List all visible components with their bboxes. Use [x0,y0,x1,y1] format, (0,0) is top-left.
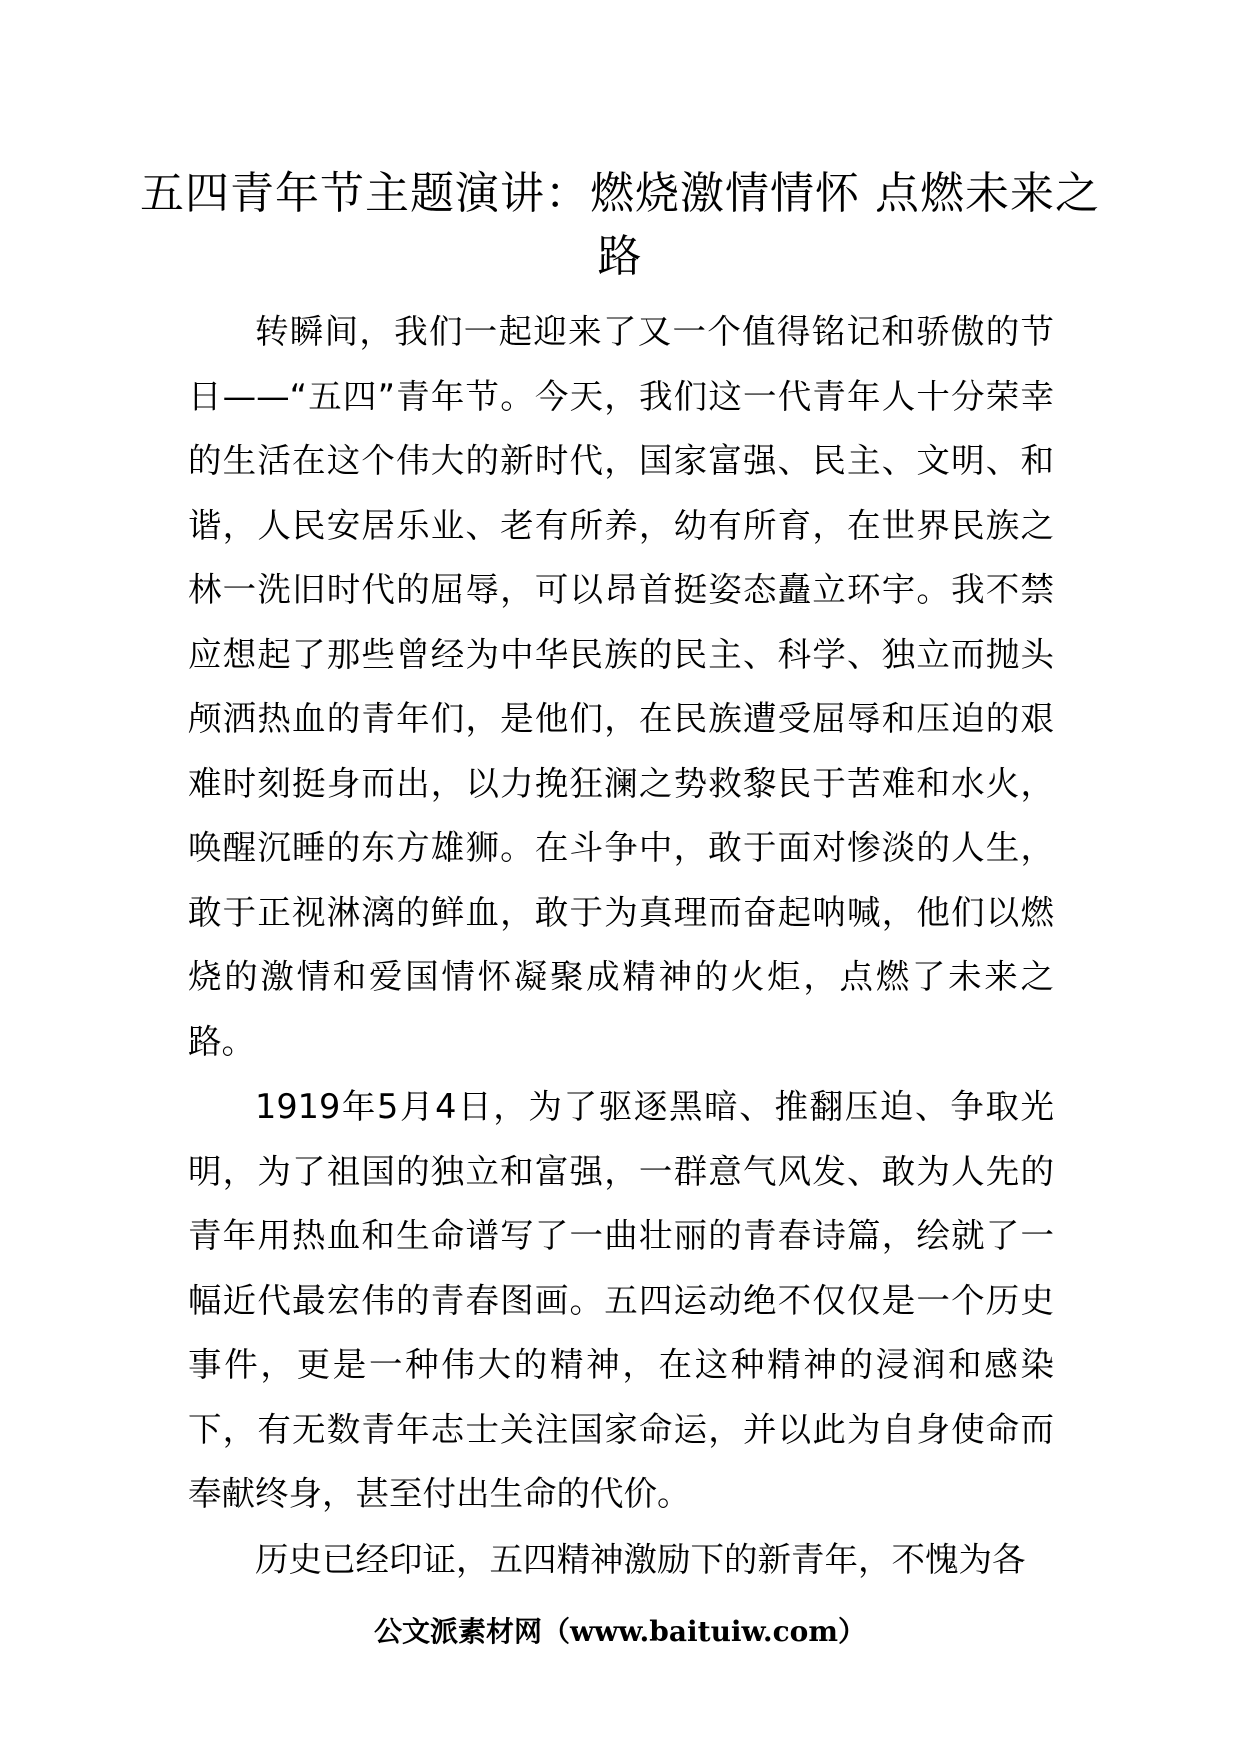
paragraph-2: 1919年5月4日，为了驱逐黑暗、推翻压迫、争取光明，为了祖国的独立和富强，一群意气风发、敢为人先的青年用热血和生命谱写了一曲壮丽的青春诗篇，绘就了一幅近代最宏伟的青春图画。五四运动绝不仅仅是一个历史事件，更是一种伟大的精神，在这种精神的浸润和感染下，有无数青年志士关注国家命运，并以此为自身使命而奉献终身，甚至付出生命的代价。 [188,1087,1054,1513]
document-title: 五四青年节主题演讲：燃烧激情情怀 点燃未来之路 [140,168,1100,282]
paragraph-3: 历史已经印证，五四精神激励下的新青年，不愧为各 [255,1539,1026,1579]
document-body [188,300,1054,1593]
paragraph-1: 转瞬间，我们一起迎来了又一个值得铭记和骄傲的节日——“五四”青年节。今天，我们这一代青年人十分荣幸的生活在这个伟大的新时代，国家富强、民主、文明、和谐，人民安居乐业、老有所养，幼有所育，在世界民族之林一洗旧时代的屈辱，可以昂首挺姿态矗立环宇。我不禁应想起了那些曾经为中华民族的民主、科学、独立而抛头颅洒热血的青年们，是他们，在民族遭受屈辱和压迫的艰难时刻挺身而出，以力挽狂澜之势救黎民于苦难和水火，唤醒沉睡的东方雄狮。在斗争中，敢于面对惨淡的人生，敢于正视淋漓的鲜血，敢于为真理而奋起呐喊，他们以燃烧的激情和爱国情怀凝聚成精神的火炬，点燃了未来之路。 [188,312,1054,1061]
footer-watermark: 公文派素材网（www.baituiw.com） [374,1615,866,1648]
